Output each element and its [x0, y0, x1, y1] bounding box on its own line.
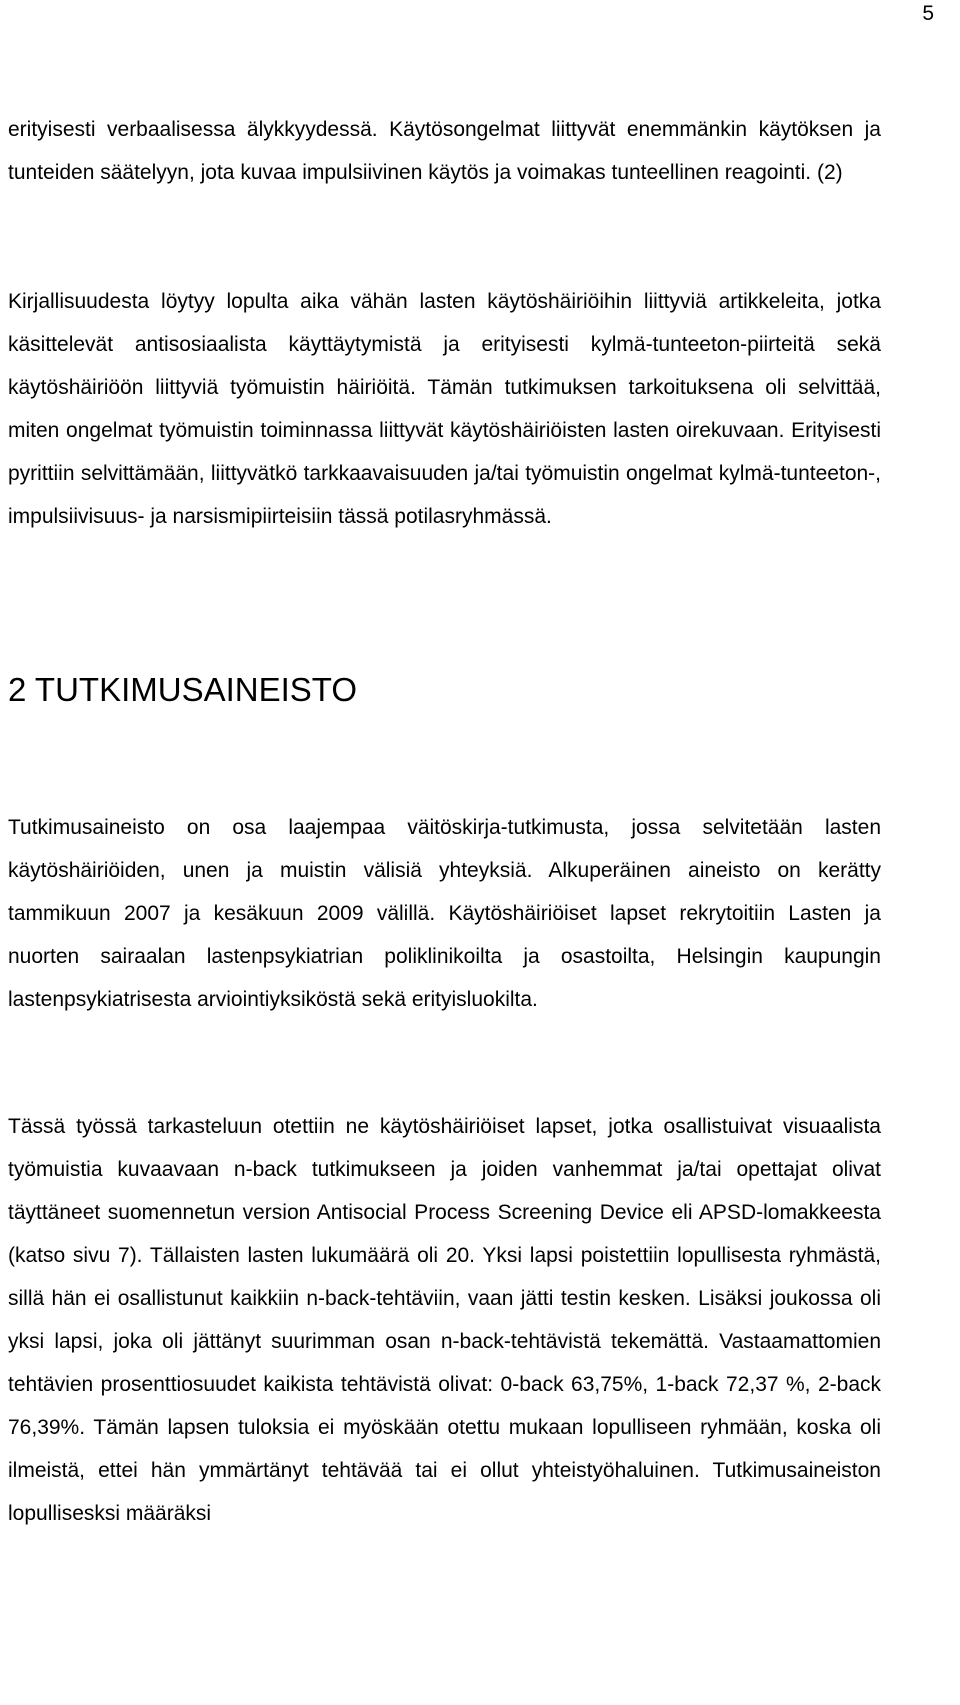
paragraph-3: Tutkimusaineisto on osa laajempaa väitöskirja-tutkimusta, jossa selvitetään lasten käytöshäiriöiden, unen ja muistin välisiä yhteyksiä. Alkuperäinen aineisto on kerätty tammikuun 2007 ja kesäkuun 2009 välillä. Käytöshäiriöiset lapset rekrytoitiin Lasten ja nuorten sairaalan lastenpsykiatrian poliklinikoilta ja osastoilta, Helsingin kaupungin lastenpsykiatrisesta arviointiyksiköstä sekä erityisluokilta. [8, 816, 881, 1011]
page-number: 5 [922, 2, 934, 25]
paragraph-literature [8, 280, 881, 538]
paragraph-1: erityisesti verbaalisessa älykkyydessä. Käytösongelmat liittyvät enemmänkin käytöksen ja tunteiden säätelyyn, jota kuvaa impulsiivinen käytös ja voimakas tunteellinen reagointi. (2) [8, 118, 881, 184]
paragraph-2: Kirjallisuudesta löytyy lopulta aika vähän lasten käytöshäiriöihin liittyviä artikkeleita, jotka käsittelevät antisosiaalista käyttäytymistä ja erityisesti kylmä-tunteeton-piirteitä sekä käytöshäiriöön liittyviä työmuistin häiriöitä. Tämän tutkimuksen tarkoituksena oli selvittää, miten ongelmat työmuistin toiminnassa liittyvät käytöshäiriöisten lasten oirekuvaan. Erityisesti pyrittiin selvittämään, liittyvätkö tarkkaavaisuuden ja/tai työmuistin ongelmat kylmä-tunteeton-, impulsiivisuus- ja narsismipiirteisiin tässä potilasryhmässä. [8, 290, 881, 528]
paragraph-intro-end [8, 108, 881, 194]
paragraph-4: Tässä työssä tarkasteluun otettiin ne käytöshäiriöiset lapset, jotka osallistuivat visuaalista työmuistia kuvaavaan n-back tutkimukseen ja joiden vanhemmat ja/tai opettajat olivat täyttäneet suomennetun version Antisocial Process Screening Device eli APSD-lomakkeesta (katso sivu 7). Tällaisten lasten lukumäärä oli 20. Yksi lapsi poistettiin lopullisesta ryhmästä, sillä hän ei osallistunut kaikkiin n-back-tehtäviin, vaan jätti testin kesken. Lisäksi joukossa oli yksi lapsi, joka oli jättänyt suurimman osan n-back-tehtävistä tekemättä. Vastaamattomien tehtävien prosenttiosuudet kaikista tehtävistä olivat: 0-back 63,75%, 1-back 72,37 %, 2-back 76,39%. Tämän lapsen tuloksia ei myöskään otettu mukaan lopulliseen ryhmään, koska oli ilmeistä, ettei hän ymmärtänyt tehtävää tai ei ollut yhteistyöhaluinen. Tutkimusaineiston lopullisesksi määräksi [8, 1115, 881, 1525]
paragraph-material [8, 806, 881, 1021]
paragraph-selection [8, 1105, 881, 1535]
section-heading: 2 TUTKIMUSAINEISTO [8, 671, 358, 708]
section-heading-block [8, 670, 881, 710]
